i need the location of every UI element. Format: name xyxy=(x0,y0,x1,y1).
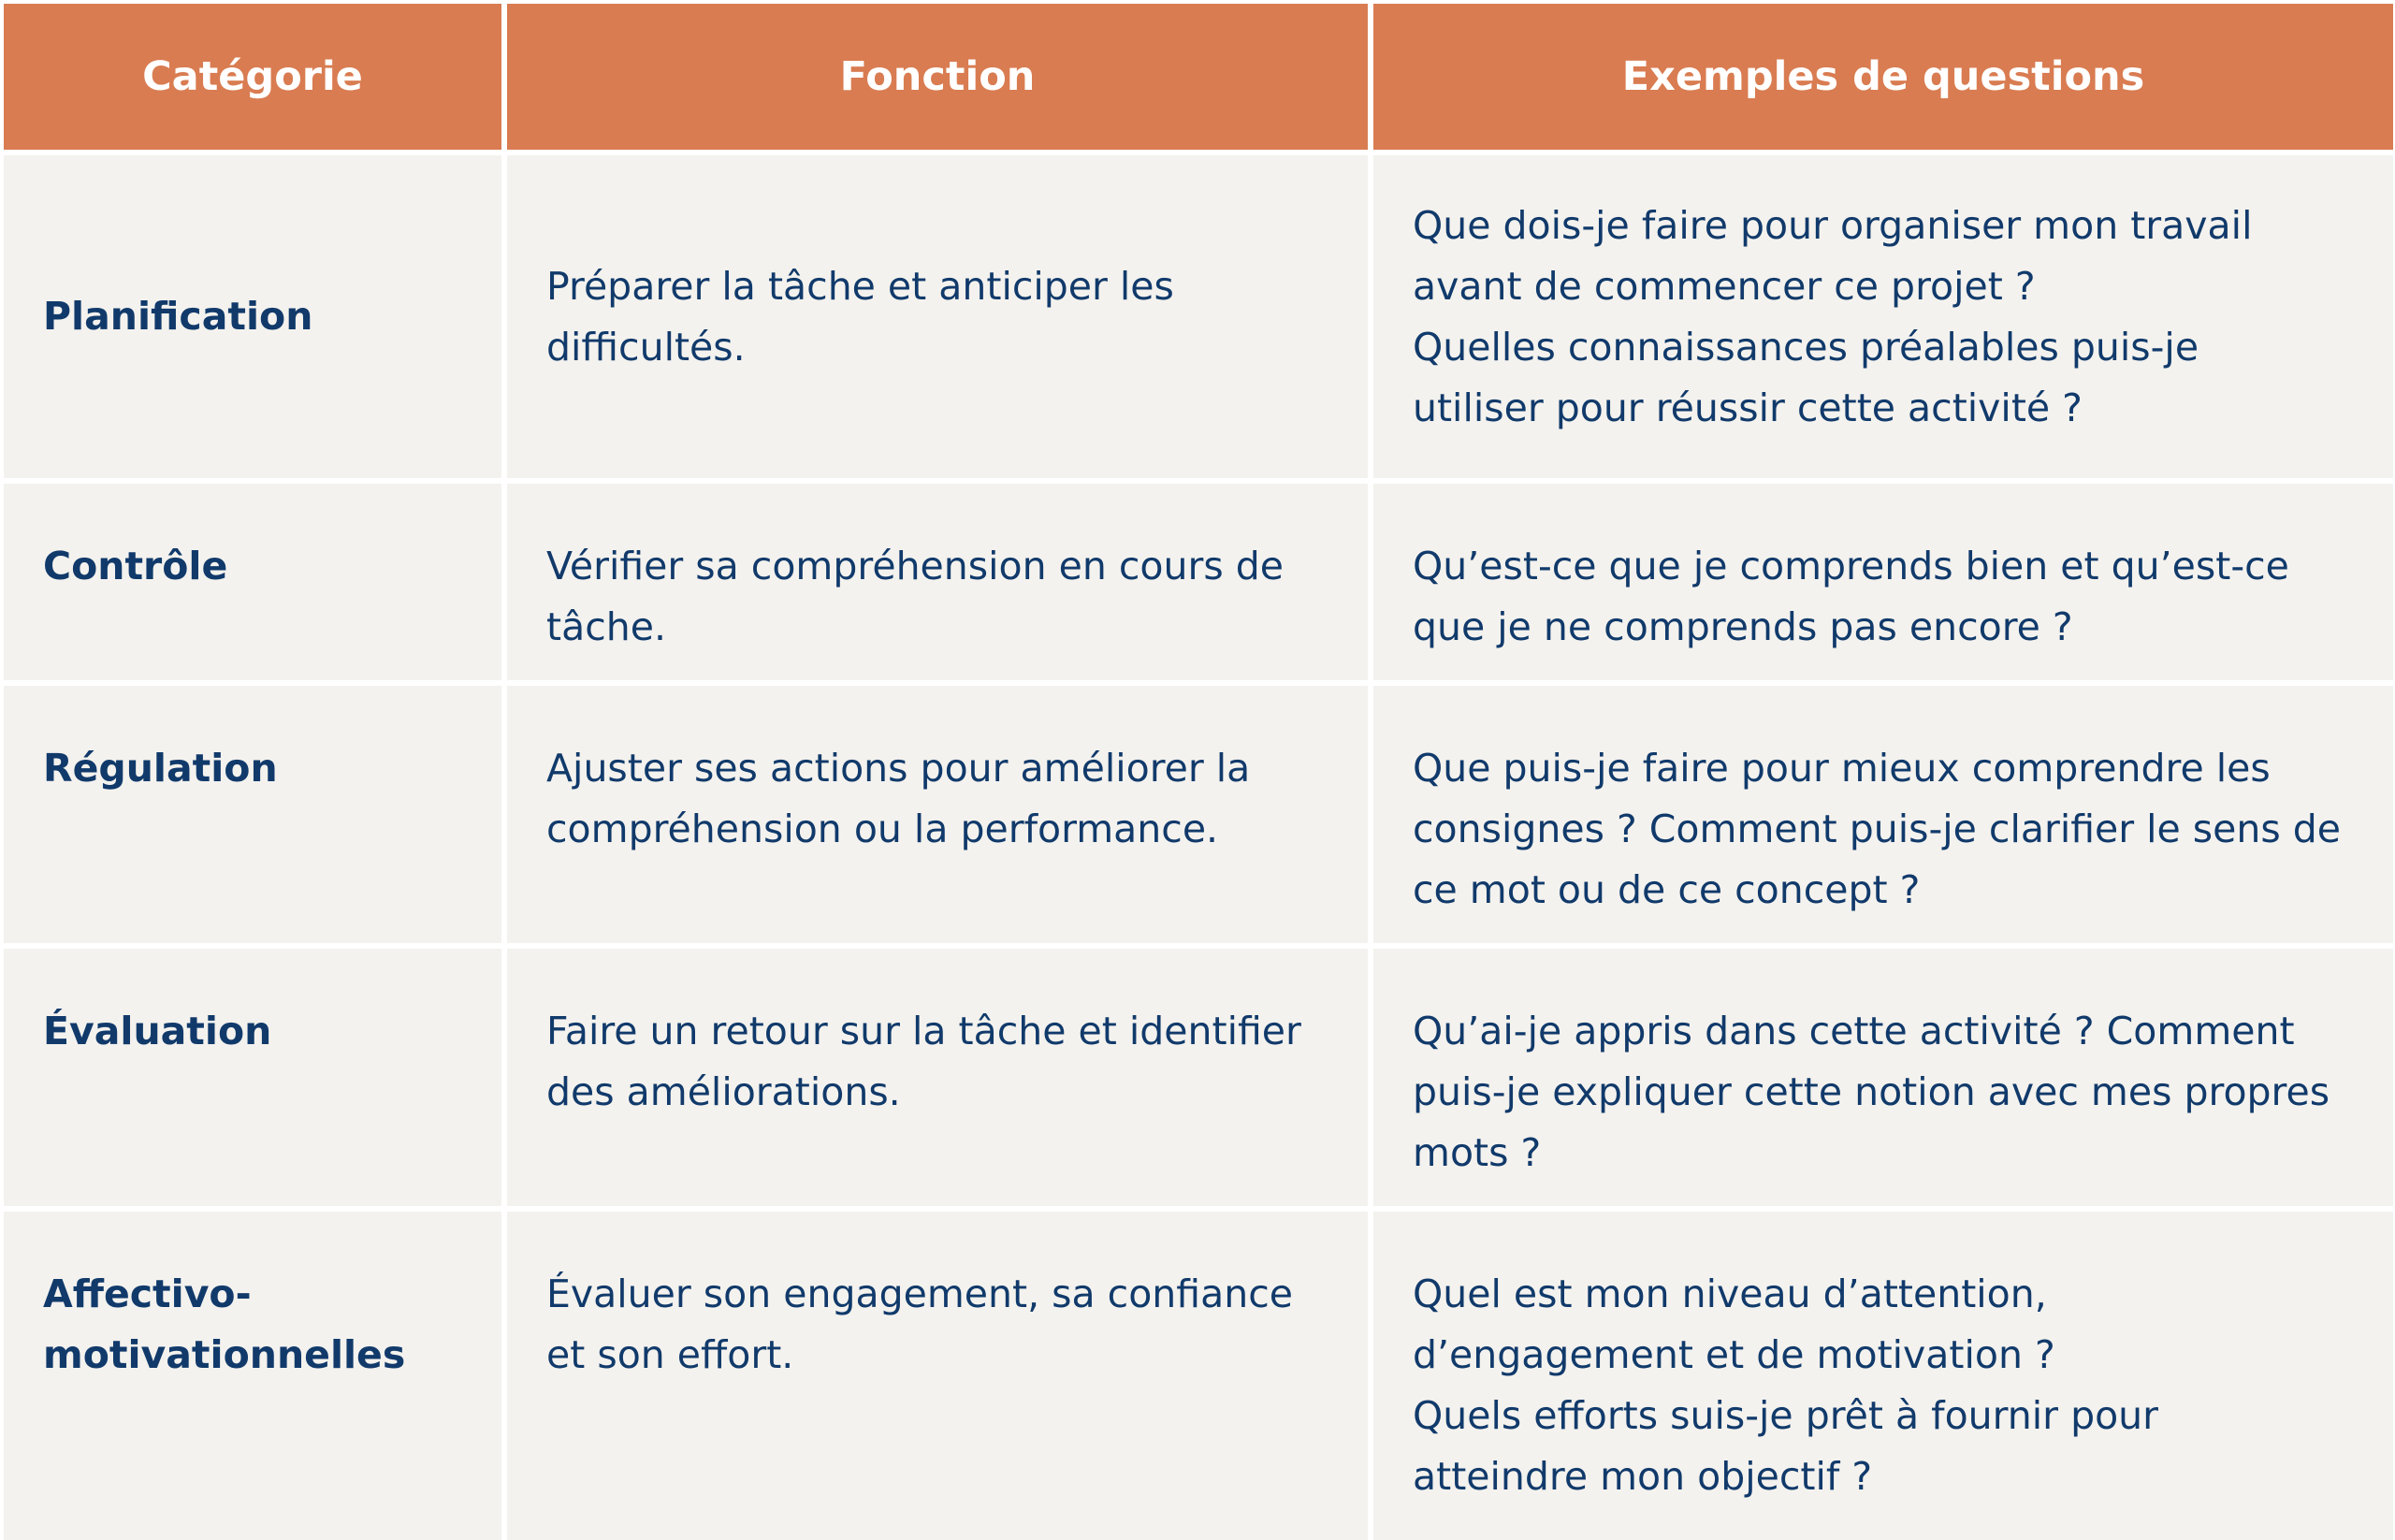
function-line: Évaluer son engagement, sa confiance xyxy=(546,1271,1293,1316)
category-text: Affectivo- xyxy=(43,1271,252,1316)
example-line: puis-je expliquer cette notion avec mes propres xyxy=(1413,1069,2330,1114)
category-text: motivationnelles xyxy=(43,1332,406,1377)
function-line: Vérifier sa compréhension en cours de xyxy=(546,544,1284,588)
row-affectivo-function xyxy=(507,1212,1368,1540)
function-line: Faire un retour sur la tâche et identifier xyxy=(546,1009,1301,1053)
function-line: compréhension ou la performance. xyxy=(546,806,1219,851)
header-category: Catégorie xyxy=(4,4,501,150)
function-line: Ajuster ses actions pour améliorer la xyxy=(546,746,1251,791)
function-line: Préparer la tâche et anticiper les xyxy=(546,263,1174,309)
example-line: Que puis-je faire pour mieux comprendre les xyxy=(1413,746,2271,791)
row-regulation-examples xyxy=(1373,686,2393,943)
row-evaluation-examples xyxy=(1373,949,2393,1206)
example-line: ce mot ou de ce concept ? xyxy=(1413,867,1921,912)
example-line: d’engagement et de motivation ? xyxy=(1413,1332,2055,1377)
category-text: Régulation xyxy=(43,746,278,791)
example-line: Qu’est-ce que je comprends bien et qu’est-ce xyxy=(1413,544,2289,588)
example-line: Quelles connaissances préalables puis-je xyxy=(1413,324,2199,370)
example-line: Qu’ai-je appris dans cette activité ? Comment xyxy=(1413,1009,2295,1053)
header-function: Fonction xyxy=(507,4,1368,150)
row-controle-function xyxy=(507,484,1368,680)
category-text: Évaluation xyxy=(43,1009,272,1053)
row-planification-function xyxy=(507,155,1368,478)
metacognition-table xyxy=(4,4,2393,1533)
example-line: Quel est mon niveau d’attention, xyxy=(1413,1271,2047,1316)
row-controle-category xyxy=(4,484,501,680)
function-line: tâche. xyxy=(546,604,666,649)
row-planification-category xyxy=(4,155,501,478)
function-line: difficultés. xyxy=(546,324,746,370)
row-controle-examples xyxy=(1373,484,2393,680)
row-evaluation-category xyxy=(4,949,501,1206)
example-line: Quels efforts suis-je prêt à fournir pour xyxy=(1413,1393,2159,1438)
example-line: mots ? xyxy=(1413,1130,1542,1175)
row-evaluation-function xyxy=(507,949,1368,1206)
example-line: utiliser pour réussir cette activité ? xyxy=(1413,385,2083,430)
row-affectivo-category xyxy=(4,1212,501,1540)
function-line: et son effort. xyxy=(546,1332,794,1377)
row-planification-examples xyxy=(1373,155,2393,478)
row-affectivo-examples xyxy=(1373,1212,2393,1540)
example-line: Que dois-je faire pour organiser mon travail xyxy=(1413,202,2253,248)
example-line: avant de commencer ce projet ? xyxy=(1413,263,2036,309)
example-line: atteindre mon objectif ? xyxy=(1413,1454,1873,1499)
header-examples: Exemples de questions xyxy=(1373,4,2393,150)
example-line: consignes ? Comment puis-je clarifier le sens de xyxy=(1413,806,2342,851)
category-text: Contrôle xyxy=(43,544,228,588)
category-text: Planification xyxy=(43,294,313,339)
row-regulation-function xyxy=(507,686,1368,943)
row-regulation-category xyxy=(4,686,501,943)
function-line: des améliorations. xyxy=(546,1069,901,1114)
example-line: que je ne comprends pas encore ? xyxy=(1413,604,2073,649)
